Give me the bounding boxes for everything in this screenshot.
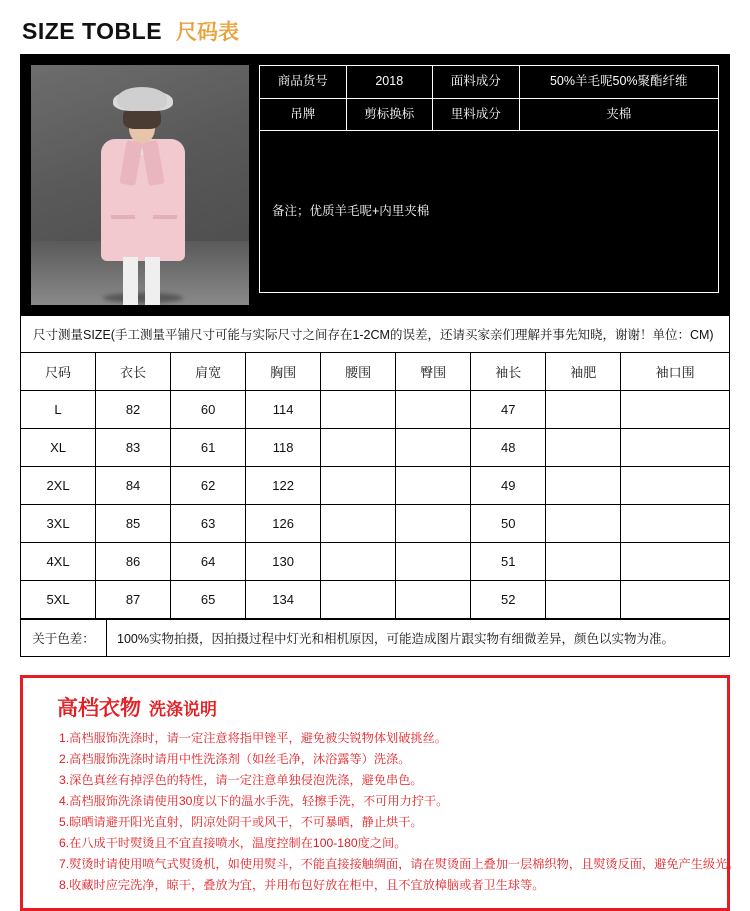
table-row [21, 581, 730, 619]
size-table-wrap [20, 352, 730, 619]
info-remark: 备注；优质羊毛呢+内里夹棉 [260, 131, 719, 293]
col-cuff: 袖口围 [621, 353, 730, 391]
cell-shoulder: 60 [171, 391, 246, 429]
table-row [21, 429, 730, 467]
info-value-fabric: 50%羊毛呢50%聚酯纤维 [519, 66, 719, 99]
table-row [21, 620, 730, 657]
cell-size: 3XL [21, 505, 96, 543]
cell-length: 84 [96, 467, 171, 505]
wash-title-sub: 洗涤说明 [149, 700, 217, 719]
list-item: 7.熨烫时请使用喷气式熨烫机，如使用熨斗，不能直接接触绸面，请在熨烫面上叠加一层棉织物，且熨烫反面，避免产生级光。 [59, 856, 740, 871]
photo-model-hat [117, 87, 167, 111]
product-info-table [259, 65, 719, 293]
cell-shoulder: 62 [171, 467, 246, 505]
col-size: 尺码 [21, 353, 96, 391]
info-value-lining: 夹棉 [519, 98, 719, 131]
wash-title-main: 高档衣物 [57, 697, 141, 720]
cell-size: XL [21, 429, 96, 467]
photo-pocket-left [111, 215, 135, 219]
cell-sleeve-width [546, 505, 621, 543]
wash-instructions-box [20, 675, 740, 911]
product-info-panel [20, 54, 730, 316]
cell-cuff [621, 429, 730, 467]
product-photo [31, 65, 249, 305]
cell-size: L [21, 391, 96, 429]
cell-waist [321, 467, 396, 505]
cell-hip [396, 505, 471, 543]
cell-shoulder: 61 [171, 429, 246, 467]
col-sleeve-width: 袖肥 [546, 353, 621, 391]
wash-instruction-list [35, 728, 740, 896]
product-info-table-wrap [259, 65, 719, 305]
cell-bust: 118 [246, 429, 321, 467]
cell-bust: 122 [246, 467, 321, 505]
list-item: 4.高档服饰洗涤请使用30度以下的温水手洗，轻擦手洗，不可用力拧干。 [59, 793, 449, 808]
info-label-item-no: 商品货号 [260, 66, 347, 99]
cell-bust: 126 [246, 505, 321, 543]
cell-sleeve-length: 49 [471, 467, 546, 505]
page-title-en: SIZE TOBLE [22, 18, 163, 44]
list-item: 2.高档服饰洗涤时请用中性洗涤剂（如丝毛净，沐浴露等）洗涤。 [59, 751, 411, 766]
table-row [21, 467, 730, 505]
cell-bust: 134 [246, 581, 321, 619]
cell-sleeve-width [546, 467, 621, 505]
cell-shoulder: 63 [171, 505, 246, 543]
page-title-cn: 尺码表 [176, 21, 240, 44]
cell-sleeve-length: 50 [471, 505, 546, 543]
list-item: 5.晾晒请避开阳光直射，阴凉处阴干或风干，不可暴晒，静止烘干。 [59, 814, 423, 829]
cell-cuff [621, 391, 730, 429]
page-header [0, 0, 750, 54]
cell-sleeve-length: 48 [471, 429, 546, 467]
table-row [21, 505, 730, 543]
list-item: 8.收藏时应完洗净，晾干，叠放为宜，并用布包好放在柜中，且不宜放樟脑或者卫生球等。 [59, 877, 545, 892]
list-item: 3.深色真丝有掉浮色的特性，请一定注意单独侵泡洗涤，避免串色。 [59, 772, 423, 787]
table-row [260, 66, 719, 99]
cell-shoulder: 65 [171, 581, 246, 619]
cell-cuff [621, 581, 730, 619]
table-row [260, 131, 719, 293]
cell-waist [321, 391, 396, 429]
col-bust: 胸围 [246, 353, 321, 391]
wash-instructions-header [57, 692, 715, 722]
info-label-lining: 里料成分 [433, 98, 520, 131]
photo-pocket-right [153, 215, 177, 219]
cell-length: 86 [96, 543, 171, 581]
cell-cuff [621, 467, 730, 505]
cell-waist [321, 505, 396, 543]
list-item: 6.在八成干时熨烫且不宜直接喷水，温度控制在100-180度之间。 [59, 835, 407, 850]
cell-size: 4XL [21, 543, 96, 581]
cell-waist [321, 543, 396, 581]
info-label-tag: 吊牌 [260, 98, 347, 131]
cell-length: 82 [96, 391, 171, 429]
cell-hip [396, 429, 471, 467]
cell-shoulder: 64 [171, 543, 246, 581]
cell-sleeve-width [546, 391, 621, 429]
cell-sleeve-length: 51 [471, 543, 546, 581]
info-label-fabric: 面料成分 [433, 66, 520, 99]
cell-bust: 130 [246, 543, 321, 581]
table-row [21, 543, 730, 581]
color-note-text: 100%实物拍摄，因拍摄过程中灯光和相机原因，可能造成图片跟实物有细微差异，颜色以实物为准。 [107, 620, 730, 657]
size-table-header-row [21, 353, 730, 391]
cell-size: 5XL [21, 581, 96, 619]
table-row [21, 391, 730, 429]
photo-leg-right [145, 257, 160, 305]
cell-hip [396, 467, 471, 505]
color-difference-note [20, 619, 730, 657]
cell-size: 2XL [21, 467, 96, 505]
color-note-label: 关于色差： [21, 620, 107, 657]
cell-cuff [621, 543, 730, 581]
measurement-note: 尺寸测量SIZE(手工测量平铺尺寸可能与实际尺寸之间存在1-2CM的误差，还请买家亲们理解并事先知晓，谢谢！单位：CM) [20, 316, 730, 352]
cell-sleeve-width [546, 543, 621, 581]
col-hip: 臀围 [396, 353, 471, 391]
cell-sleeve-width [546, 581, 621, 619]
col-length: 衣长 [96, 353, 171, 391]
cell-length: 85 [96, 505, 171, 543]
size-table [20, 352, 730, 619]
cell-waist [321, 429, 396, 467]
cell-hip [396, 581, 471, 619]
cell-bust: 114 [246, 391, 321, 429]
info-value-item-no: 2018 [346, 66, 433, 99]
cell-length: 87 [96, 581, 171, 619]
cell-hip [396, 543, 471, 581]
cell-sleeve-length: 47 [471, 391, 546, 429]
info-value-tag: 剪标换标 [346, 98, 433, 131]
photo-shadow [103, 293, 183, 303]
cell-sleeve-width [546, 429, 621, 467]
cell-hip [396, 391, 471, 429]
list-item: 1.高档服饰洗涤时，请一定注意将指甲锉平，避免被尖锐物体划破挑丝。 [59, 731, 447, 745]
col-waist: 腰围 [321, 353, 396, 391]
col-sleeve-length: 袖长 [471, 353, 546, 391]
cell-waist [321, 581, 396, 619]
photo-leg-left [123, 257, 138, 305]
cell-sleeve-length: 52 [471, 581, 546, 619]
table-row [260, 98, 719, 131]
col-shoulder: 肩宽 [171, 353, 246, 391]
cell-length: 83 [96, 429, 171, 467]
cell-cuff [621, 505, 730, 543]
